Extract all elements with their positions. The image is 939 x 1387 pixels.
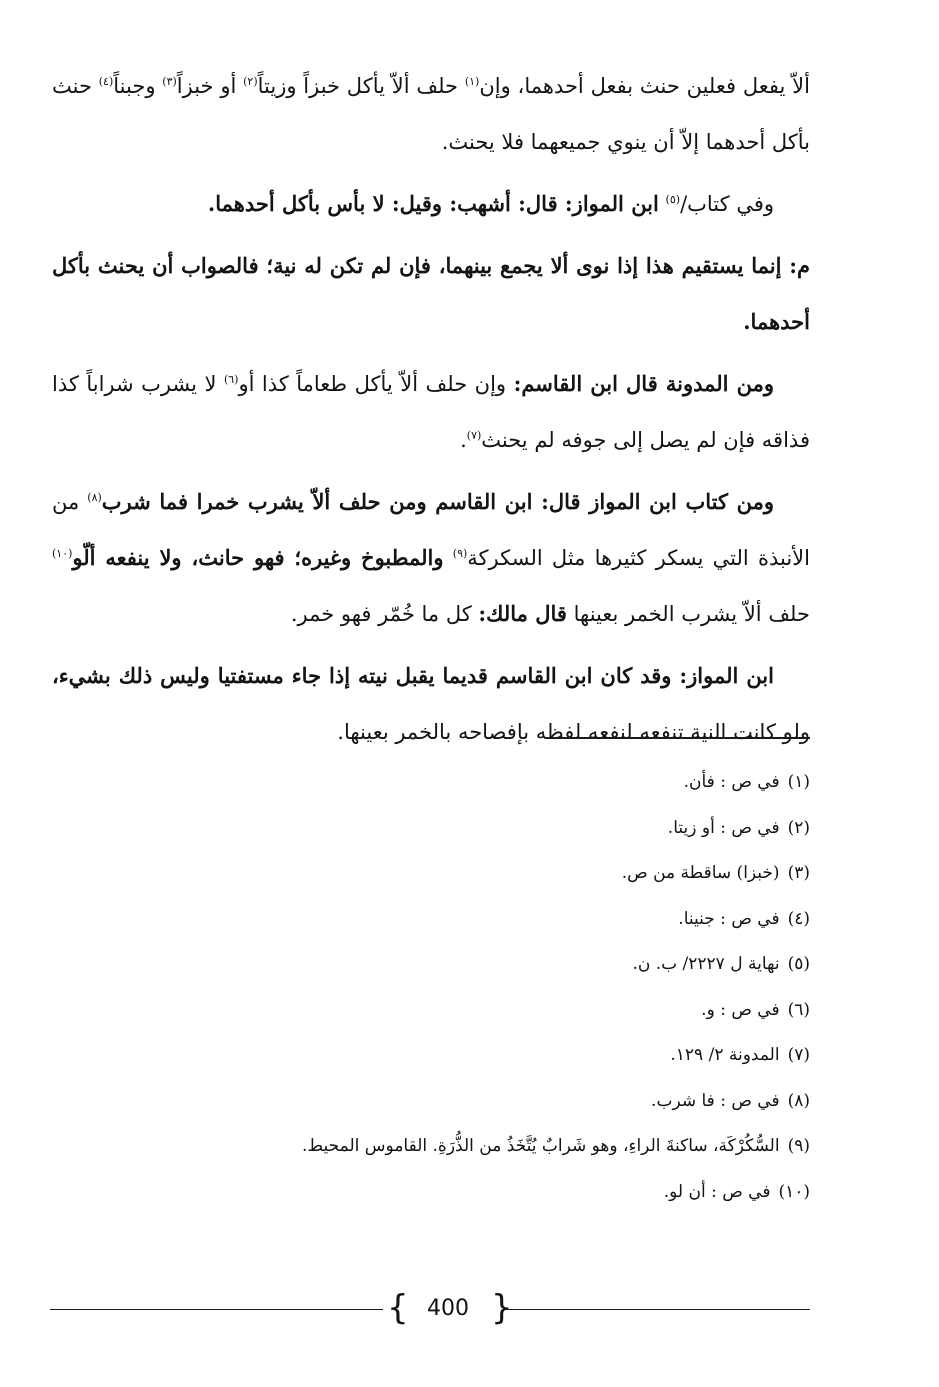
paragraph-5 bbox=[52, 474, 810, 642]
footnote-number: (٨) bbox=[787, 1090, 810, 1111]
text-segment: من الأنبذة التي يسكر كثيرها مثل السكركة bbox=[52, 490, 810, 570]
footnote-number: (٦) bbox=[787, 999, 810, 1020]
footnote-number: (٩) bbox=[787, 1136, 810, 1156]
paragraph-3 bbox=[52, 238, 810, 350]
bracket-open-icon: { bbox=[387, 1288, 409, 1328]
footnote-number: (٤) bbox=[787, 908, 810, 929]
footnote-text: في ص : أو زيتا. bbox=[667, 817, 780, 838]
footnote bbox=[110, 988, 810, 1034]
footnote bbox=[110, 760, 810, 806]
footnote bbox=[110, 1124, 810, 1170]
page-footer bbox=[50, 1282, 810, 1342]
footnote-ref[interactable]: (١٠) bbox=[52, 547, 73, 560]
footnote-ref[interactable]: (٥) bbox=[665, 193, 681, 206]
footnote-text: في ص : فأن. bbox=[683, 772, 780, 792]
text-segment: ابن المواز: قال: أشهب: وقيل: لا بأس بأكل أحدهما. bbox=[207, 191, 659, 216]
text-segment: وإن حلف ألاّ يأكل طعاماً كذا أو bbox=[238, 372, 507, 396]
footnote-text: (خبزا) ساقطة من ص. bbox=[621, 863, 780, 883]
footer-rule-right bbox=[507, 1309, 810, 1310]
footnote bbox=[110, 851, 810, 897]
footnote-number: (٥) bbox=[787, 954, 810, 974]
footnote-divider bbox=[557, 737, 810, 739]
footnotes-list bbox=[110, 760, 810, 1215]
text-segment: لا يشرب شراباً كذا فذاقه فإن لم يصل إلى جوفه لم يحنث bbox=[52, 372, 810, 452]
text-segment: ومن المدونة قال ابن القاسم: bbox=[513, 371, 774, 396]
footnote-ref[interactable]: (٦) bbox=[223, 373, 239, 386]
text-segment: أو خبزاً bbox=[176, 74, 237, 98]
footnote-ref[interactable]: (١) bbox=[464, 75, 480, 88]
footnote-number: (٧) bbox=[787, 1045, 810, 1065]
footnote-text: نهاية ل ٢٢٢٧/ ب. ن. bbox=[632, 954, 780, 974]
text-segment: حلف ألاّ يشرب الخمر بعينها bbox=[573, 602, 810, 626]
paragraph-1 bbox=[52, 58, 810, 170]
footnote-ref[interactable]: (٨) bbox=[87, 491, 102, 504]
footnote-text: في ص : و. bbox=[701, 999, 780, 1020]
footnote bbox=[110, 942, 810, 988]
footnote-number: (٣) bbox=[787, 863, 810, 883]
text-segment: ابن المواز: وقد كان ابن القاسم قديما يقبل نيته إذا جاء مستفتيا وليس ذلك بشيء، bbox=[52, 663, 774, 688]
main-text bbox=[52, 58, 810, 766]
footnote bbox=[110, 897, 810, 943]
footnote-number: (١) bbox=[787, 772, 810, 792]
footnote-ref[interactable]: (٤) bbox=[98, 75, 114, 88]
footnote-ref[interactable]: (٩) bbox=[452, 547, 468, 560]
text-segment: . bbox=[460, 428, 467, 452]
text-segment: كل ما خُمّر فهو خمر. bbox=[290, 602, 472, 626]
text-segment: والمطبوخ وغيره؛ فهو حانث، ولا ينفعه ألّو bbox=[72, 545, 444, 570]
text-segment: ولو كانت النية تنفعه لنفعه لفظه بإفصاحه بالخمر بعينها. bbox=[337, 720, 810, 744]
footnote-number: (٢) bbox=[787, 817, 810, 838]
footer-rule-left bbox=[50, 1309, 383, 1310]
bracket-close-icon: } bbox=[491, 1288, 513, 1328]
footnote bbox=[110, 806, 810, 852]
footnote-number: (١٠) bbox=[778, 1181, 810, 1202]
page-number: 400 bbox=[427, 1296, 469, 1321]
footnote-ref[interactable]: (٣) bbox=[162, 75, 177, 88]
paragraph-6 bbox=[52, 648, 810, 760]
footnote-text: السُّكُرْكَة، ساكنةَ الراءِ، وهو شَرابٌ يُتَّخَذُ من الذُّرَةِ. القاموس المحيط. bbox=[302, 1136, 780, 1156]
text-segment: وجبناً bbox=[113, 74, 156, 98]
footnote-text: في ص : فا شرب. bbox=[651, 1090, 780, 1111]
footnote-text: في ص : جنينا. bbox=[678, 908, 780, 929]
text-segment: حلف ألاّ يأكل خبزاً وزيتاً bbox=[257, 74, 459, 98]
text-segment: ألاّ يفعل فعلين حنث بفعل أحدهما، وإن bbox=[479, 74, 810, 98]
footnote bbox=[110, 1033, 810, 1079]
footnote-text: في ص : أن لو. bbox=[663, 1181, 771, 1202]
paragraph-4 bbox=[52, 356, 810, 468]
footnote-ref[interactable]: (٧) bbox=[466, 429, 482, 442]
text-segment: م: إنما يستقيم هذا إذا نوى ألا يجمع بينهما، فإن لم تكن له نية؛ فالصواب أن يحنث بأكل أحدهما. bbox=[52, 253, 810, 334]
text-segment: حنث بأكل أحدهما إلاّ أن ينوي جميعهما فلا يحنث. bbox=[52, 74, 810, 154]
footnote-text: المدونة ٢/ ١٢٩. bbox=[670, 1045, 780, 1065]
footnote bbox=[110, 1079, 810, 1125]
paragraph-2 bbox=[52, 176, 810, 232]
footnote-ref[interactable]: (٢) bbox=[243, 75, 258, 88]
footnote bbox=[110, 1170, 810, 1216]
text-segment: قال مالك: bbox=[478, 601, 567, 626]
text-segment: وفي كتاب/ bbox=[680, 192, 774, 216]
text-segment: ومن كتاب ابن المواز قال: ابن القاسم ومن حلف ألاّ يشرب خمرا فما شرب bbox=[101, 489, 774, 514]
